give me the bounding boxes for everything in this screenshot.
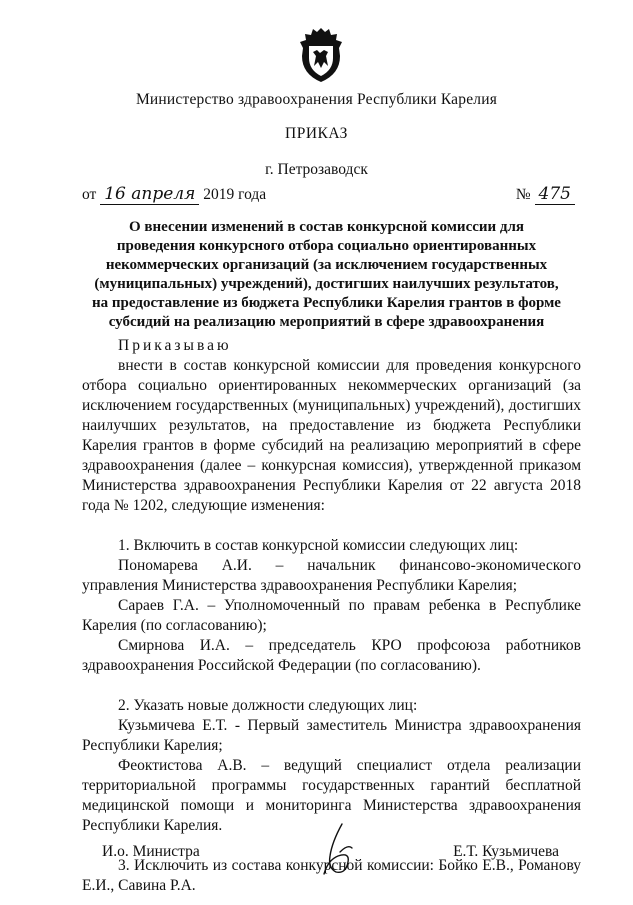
order-word: Приказываю: [118, 337, 232, 354]
handwritten-date: 16 апреля: [100, 184, 199, 205]
date-prefix: от: [82, 186, 97, 203]
handwritten-number: 475: [535, 184, 575, 205]
document-body: [82, 336, 581, 896]
item-2-paragraph: Феоктистова А.В. – ведущий специалист отдела реализации территориальной программы государственных гарантий бесплатной медицинской помощи и мониторинга Министерства здравоохранения Республики Карелия.: [82, 757, 581, 834]
date-number-line: [82, 184, 575, 206]
signatory-position: И.о. Министра: [102, 843, 200, 860]
signatory-name: Е.Т. Кузьмичева: [453, 843, 559, 860]
item-1-heading: 1. Включить в состав конкурсной комиссии следующих лиц:: [118, 537, 519, 554]
number-block: [516, 184, 575, 205]
number-prefix: №: [515, 186, 531, 203]
ministry-name: Министерство здравоохранения Республики Карелия: [135, 91, 498, 108]
signature-line: [102, 842, 559, 866]
document-type: ПРИКАЗ: [285, 125, 348, 142]
intro-paragraph: внести в состав конкурсной комиссии для проведения конкурсного отбора социально ориентированных некоммерческих организаций (за исключением государственных (муниципальных) учреждений), достигших наилучших результатов, на предоставление из бюджета Республики Карелия грантов в форме субсидий на реализацию мероприятий в сфере здравоохранения (далее – конкурсная комиссия), утвержденной приказом Министерства здравоохранения Республики Карелия от 22 августа 2018 года № 1202, следующие изменения:: [82, 357, 581, 514]
item-2-paragraph: Кузьмичева Е.Т. - Первый заместитель Министра здравоохранения Республики Карелия;: [82, 717, 581, 754]
item-1-paragraph: Сараев Г.А. – Уполномоченный по правам ребенка в Республике Карелия (по согласованию);: [82, 597, 581, 634]
item-1-paragraph: Пономарева А.И. – начальник финансово-экономического управления Министерства здравоохранения Республики Карелия;: [82, 557, 581, 594]
coat-of-arms-icon: [298, 26, 344, 84]
item-1-paragraph: Смирнова И.А. – председатель КРО профсоюза работников здравоохранения Российской Федерации (по согласованию).: [82, 637, 581, 674]
city: г. Петрозаводск: [265, 161, 368, 178]
document-title: О внесении изменений в состав конкурсной комиссии для проведения конкурсного отбора социально ориентированных некоммерческих организаций (за исключением государственных (муниципальных) учреждений), достигших наилучших результатов, на предоставление из бюджета Республики Карелия грантов в форме субсидий на реализацию мероприятий в сфере здравоохранения: [92, 219, 561, 330]
date-year: 2019 года: [203, 186, 267, 203]
item-2-heading: 2. Указать новые должности следующих лиц:: [118, 697, 418, 714]
item-3-paragraph: 3. Исключить из состава конкурсной комиссии: Бойко Е.В., Романову Е.И., Савина Р.А.: [82, 857, 581, 894]
date-block: [82, 184, 266, 205]
